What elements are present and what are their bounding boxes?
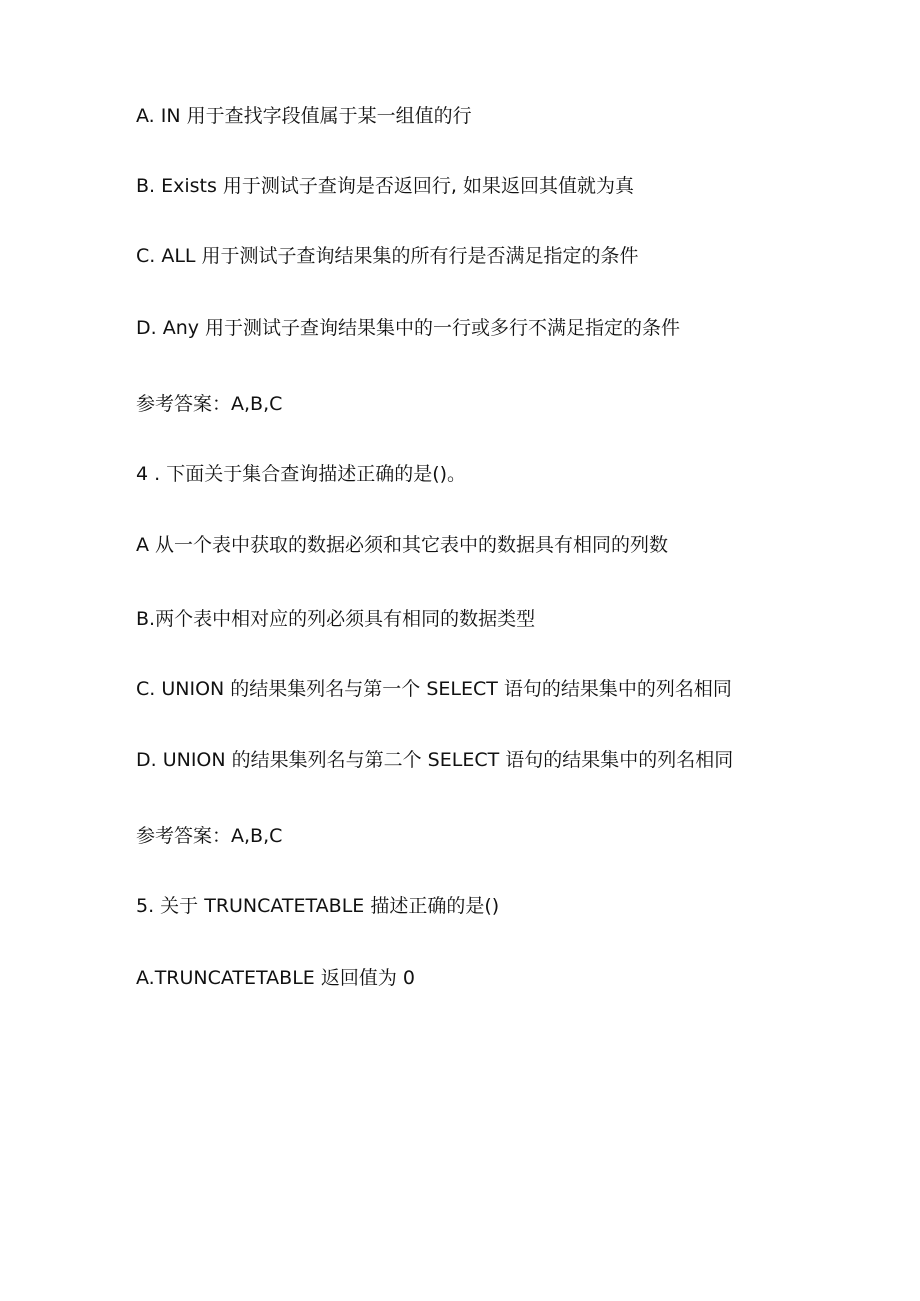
option-a-in: A. IN 用于查找字段值属于某一组值的行 [136,105,472,127]
q4-option-b: B.两个表中相对应的列必须具有相同的数据类型 [136,608,536,630]
option-d-any: D. Any 用于测试子查询结果集中的一行或多行不满足指定的条件 [136,317,681,339]
answer-q3: 参考答案：A,B,C [136,393,283,415]
q4-option-c: C. UNION 的结果集列名与第一个 SELECT 语句的结果集中的列名相同 [136,678,732,700]
q5-option-a: A.TRUNCATETABLE 返回值为 0 [136,967,415,989]
q4-option-a: A 从一个表中获取的数据必须和其它表中的数据具有相同的列数 [136,534,669,556]
question-4: 4 . 下面关于集合查询描述正确的是()。 [136,463,467,485]
question-5: 5. 关于 TRUNCATETABLE 描述正确的是() [136,895,500,917]
option-c-all: C. ALL 用于测试子查询结果集的所有行是否满足指定的条件 [136,245,639,267]
answer-q4: 参考答案：A,B,C [136,825,283,847]
option-b-exists: B. Exists 用于测试子查询是否返回行, 如果返回其值就为真 [136,175,635,197]
q4-option-d: D. UNION 的结果集列名与第二个 SELECT 语句的结果集中的列名相同 [136,749,734,771]
